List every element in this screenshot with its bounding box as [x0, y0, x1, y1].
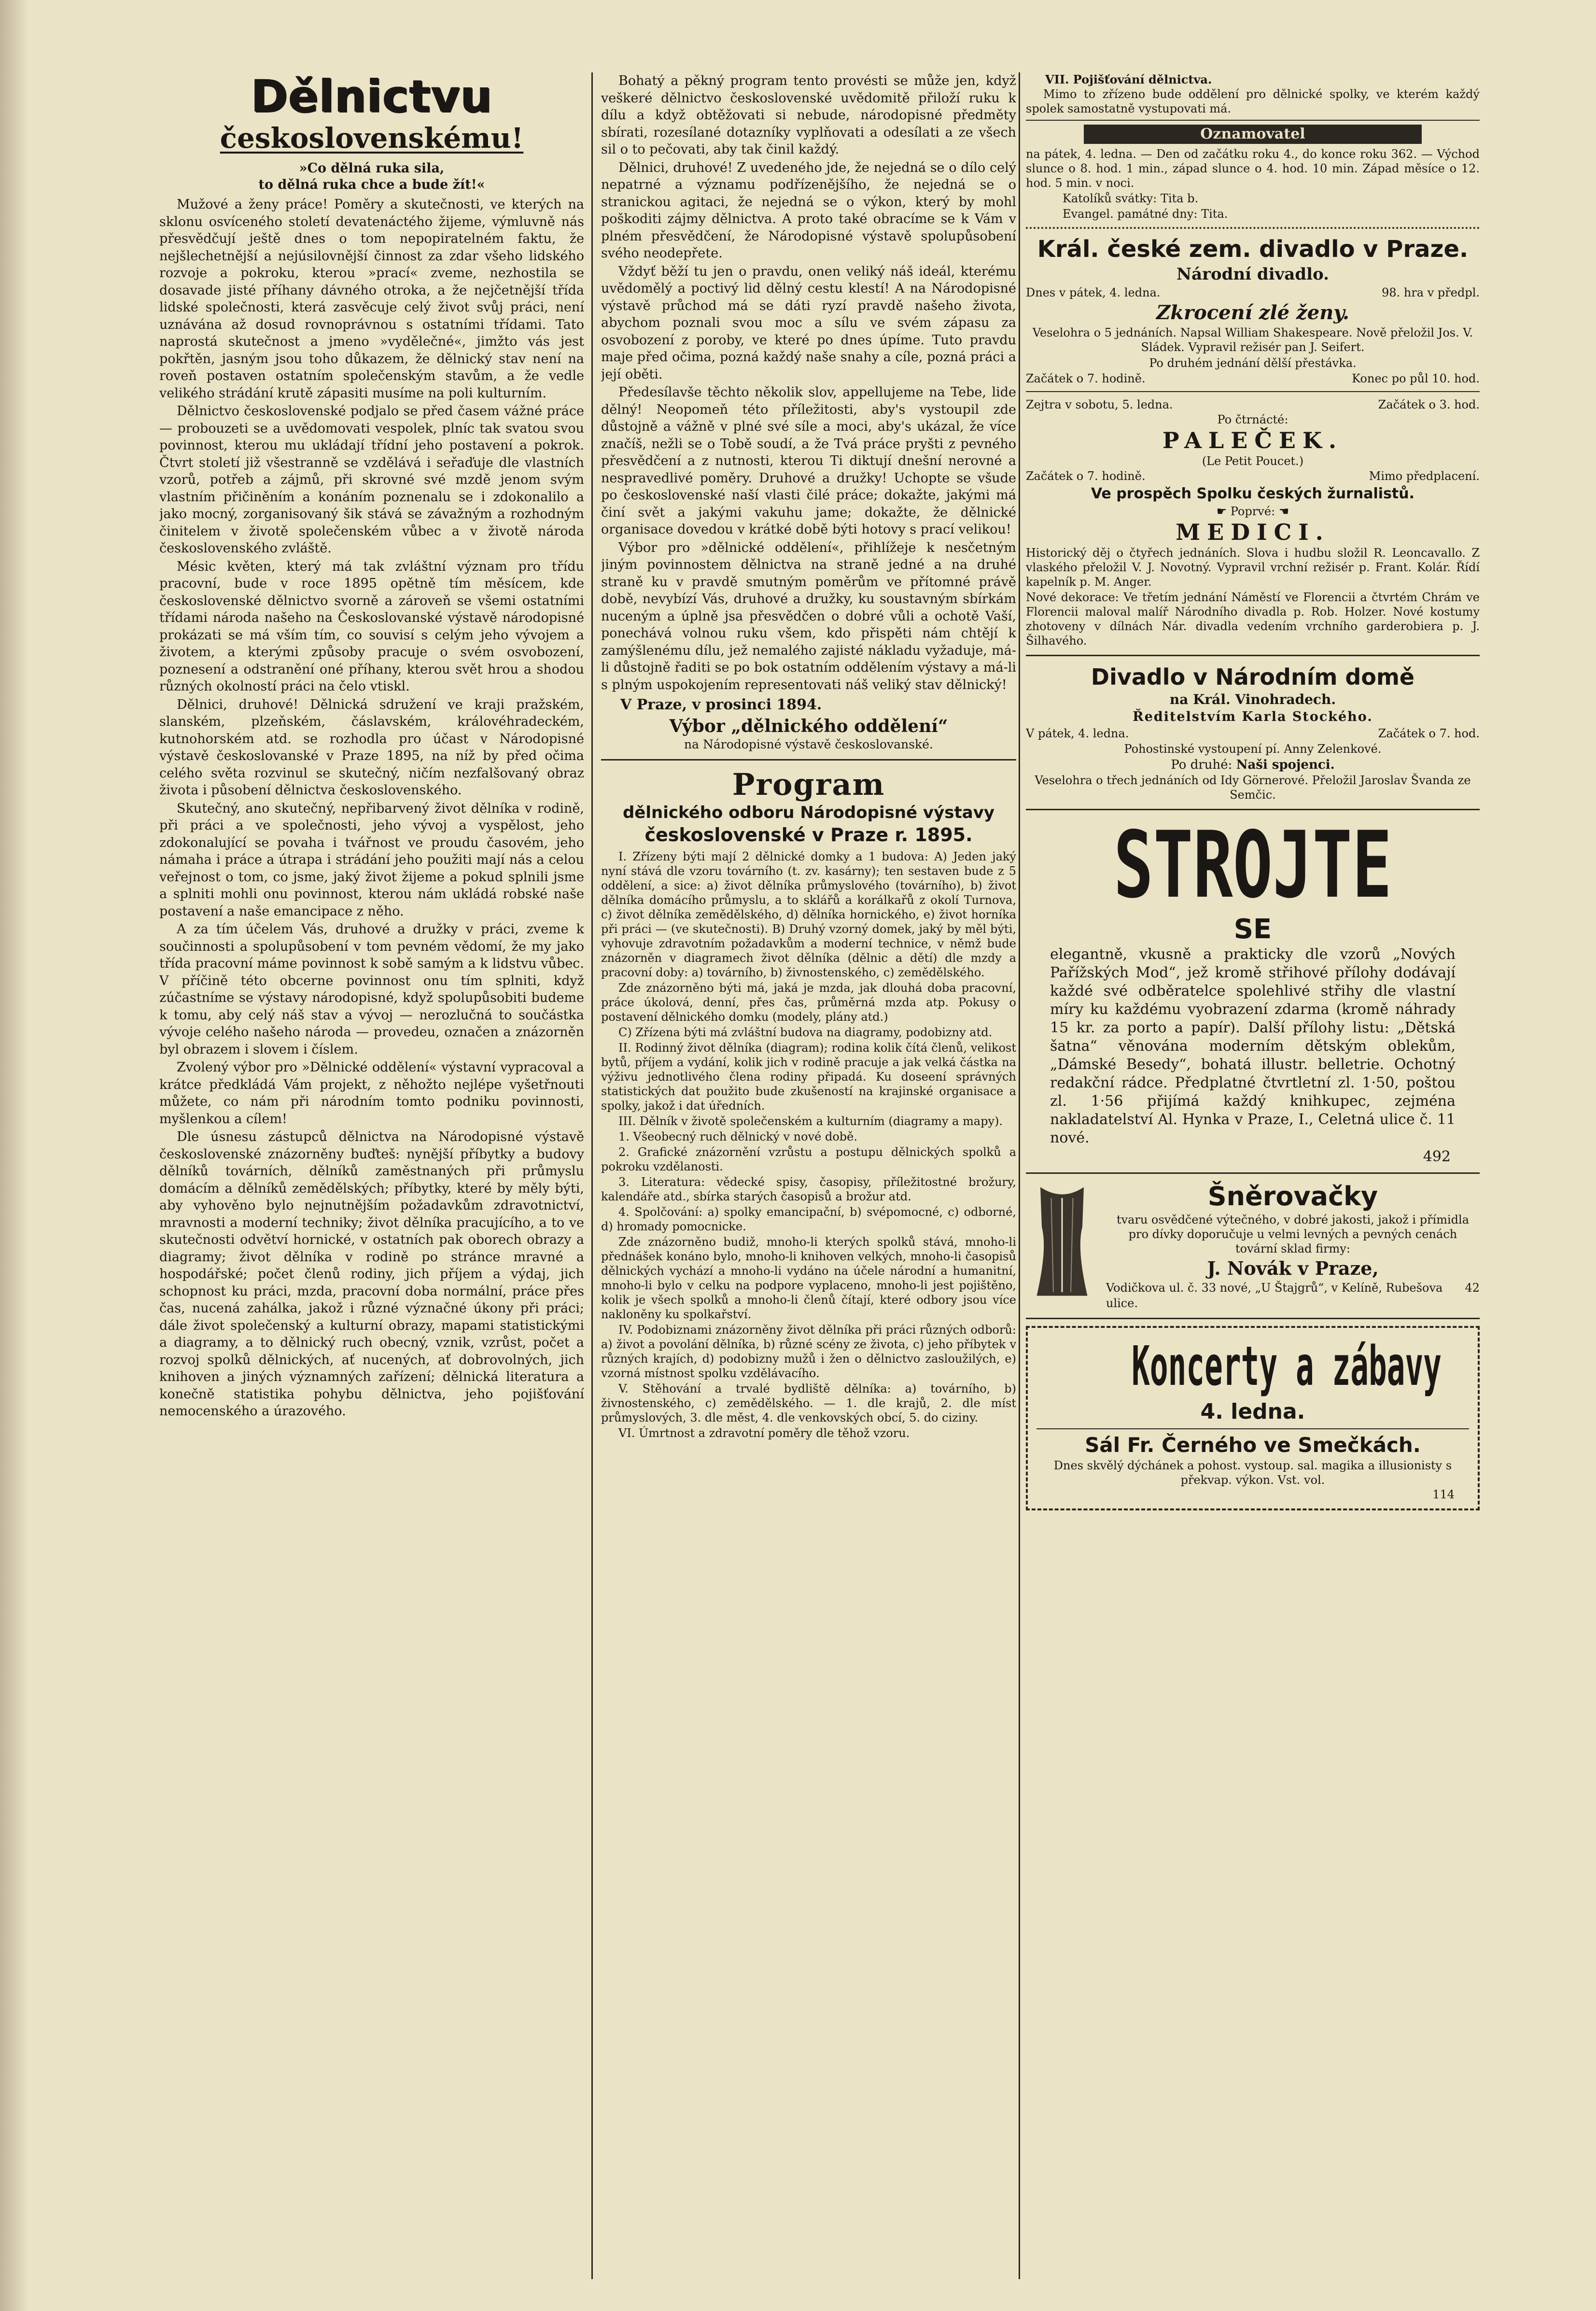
program-item: Zde znázorněno býti má, jaká je mzda, jak dlouhá doba pracovní, práce úkolová, denní, přes čas, průměrná mzda atp. Pokusy o postavení dělnického domku (modely, plány atd.) [601, 981, 1016, 1024]
benefit-line: Ve prospěch Spolku českých žurnalistů. [1091, 485, 1415, 502]
ad-concerts-text: Dnes skvělý dýchánek a pohost. vystoup. sal. magika a illusionisty s překvap. výkon. Vst. vol. [1053, 1459, 1452, 1487]
theatre-day1-date: Dnes v pátek, 4. ledna. [1026, 286, 1161, 299]
announcer-evangelic: Evangel. památné dny: Tita. [1063, 207, 1228, 221]
domov-play [1026, 757, 1480, 773]
article-title: Dělnictvu [251, 72, 493, 122]
paragraph: A za tím účelem Vás, druhové a družky v práci, zveme k součinnosti a spolupůsobení v tom pevném vědomí, že my jako třída pracovní máme povinnost k sobě samým a k lidstvu vůbec. V příčině této obcerne povinnost onu tím splniti, když zúčastníme se výstavy národopisné, když spolupůsobiti budeme k tomu, aby celý náš stav a vývoj — nerozlučná to součástka vývoje celého našeho národa — provedeu, označen a znázorněn byl obrazem i slovem i číslem. [159, 922, 584, 1057]
program-item: C) Zřízena býti má zvláštní budova na diagramy, podobizny atd. [618, 1026, 993, 1039]
paragraph: Bohatý a pěkný program tento provésti se může jen, když veškeré dělnictvo československé uvědomitě přiloží ruku k dílu a když obtěžovati si nebude, národopisné předměty sbírati, rozesílané dotazníky vyplňovati a odesílati a ze všech sil o to pečovati, aby tak činil každý. [601, 73, 1016, 157]
program-item: Zde znázorněno budiž, mnoho-li kterých spolků stává, mnoho-li přednášek konáno bylo, mnoho-li knihoven velkých, mnoho-li časopisů dělnických vychází a mnoho-li vydáno na účele národní a humanitní, mnoho-li bylo v celku na podpore vyplaceno, mnoho-li jest pojištěno, kolik je všech spolků a mnoho-li členů čítají, které odbory jsou více nakloněny ku spolkařství. [601, 1235, 1016, 1321]
hand-pointer-icon: ☛ [1216, 505, 1231, 518]
ad-dress-text: elegantně, vkusně a prakticky dle vzorů „Nových Pařížských Mod“, jež kromě střihové přílohy dodávají každé své odběratelce spolehlivé střihy dle vlastní míry ku každému vyobrazení zdarma (kromě náhrady 15 kr. za porto a papír). Další přílohy listu: „Dětská šatna“ věnována moderním dětským oblekům, „Dámské Besedy“, bohatá illustr. belletrie. Ochotný redakční rádce. Předplatné čtvrtletní zl. 1·50, poštou zl. 1·56 přijímá každý knihkupec, zejména nakladatelství Al. Hynka v Praze, I., Celetná ulice č. 11 nové. [1050, 946, 1456, 1146]
ad-dress-number: 492 [1423, 1148, 1451, 1165]
divider [1036, 1428, 1469, 1429]
program-item: 1. Všeobecný ruch dělnický v nové době. [618, 1130, 857, 1143]
ad-concerts-date: 4. ledna. [1200, 1399, 1305, 1424]
theatre-title: Král. české zem. divadlo v Praze. [1037, 236, 1469, 263]
program-item: VI. Úmrtnost a zdravotní poměry dle těhož vzoru. [618, 1426, 910, 1440]
theatre-day1-subscription: 98. hra v předpl. [1382, 286, 1480, 299]
play3-description: Historický děj o čtyřech jednáních. Slova i hudbu složil R. Leoncavallo. Z vlaského přeložil V. J. Novotný. Vypravil vrchní režisér p. Frant. Kolár. Řídí kapelník p. M. Anger. [1026, 546, 1480, 589]
theatre-day1 [1026, 285, 1480, 300]
ad-dress-se: SE [1233, 914, 1272, 945]
paragraph: Výbor pro »dělnické oddělení«, přihlížeje k nesčetným jiným povinnostem dělnictva na straně jedné a na druhé straně ku v pravdě smutným poměrům ve přítomné právě době, nevybízí Vás, druhové a družky, ku soustavným sbírkám nuceným a úplně jsa přesvědčen o dobré vůli a ochotě Vaší, ponechává volnou ruku všem, kdo přispěti nám chtějí k zamýšlenému dílu, jež nemalého zajisté nákladu vyžaduje, má-li důstojně řaditi se po bok ostatním oddělením výstavy a má-li s plným uspokojením representovati náš veliký stav dělnický! [601, 540, 1016, 692]
column-rule-2 [1019, 72, 1020, 2279]
program-item: III. Dělník v životě společenském a kulturním (diagramy a mapy). [618, 1114, 1003, 1128]
paragraph: Dělnictvo československé podjalo se před časem vážné práce — probouzeti se a uvědomovati vespolek, plníc tak svatou svou povinnost, kterou mu ukládají třídní jeho postavení a pokrok. Čtvrt století již všestranně se vzdělává i seřaďuje dle vlastních vzorů, potřeb a zájmů, při skrovné své mzdě jenom svým vlastním přičiněním a konáním poznenalu se i zdokonalilo a jako mocný, zorganisovaný šik stává se závažným a rozhodným činitelem v životě společenském vůbec a v životě národa československého zvláště. [159, 404, 584, 556]
first-performance [1026, 504, 1480, 519]
paragraph: Vždyť běží tu jen o pravdu, onen veliký náš ideál, kterému uvědomělý a poctivý lid dělný cestu klestí! A na Národopisné výstavě průchod má se dáti ryzí pravdě našeho života, abychom poznali svou moc a sílu ve svém zápasu za osvobození z poroby, ve které po dnes úpíme. Tuto pravdu maje před očima, pozná každý naše snahy a cíle, pozná práci a její oběti. [601, 264, 1016, 382]
play2-times [1026, 468, 1480, 484]
domov-guest: Pohostinské vystoupení pí. Anny Zelenkové. [1124, 742, 1382, 756]
play3-title: MEDICI. [1176, 519, 1330, 545]
column-right [1026, 72, 1480, 1515]
announcer-catholic: Katolíků svátky: Tita b. [1063, 192, 1199, 205]
theatre-subtitle: Národní divadlo. [1176, 265, 1330, 284]
program-item: V. Stěhování a trvalé bydliště dělníka: a) továrního, b) živnostenského, c) zemědělského. — 1. dle krajů, 2. dle míst průmyslových, 3. dle měst, 4. dle venkovských obcí, 5. do ciziny. [601, 1382, 1016, 1424]
committee-signature: Výbor „dělnického oddělení“ [669, 716, 948, 736]
ad-corset-address-row [1106, 1280, 1480, 1311]
program-item: II. Rodinný život dělníka (diagram); rodina kolik čítá členů, velikost bytů, příjem a vydání, kolik jich v rodině pracuje a jak velká částka na výživu jednotlivého člena rodiny připadá. Ku doseení správných statistických dat použito bude zkušeností na krajinské organisace a spolky, jakož i dat úředních. [601, 1041, 1016, 1113]
announcer-title: Oznamovatel [1084, 125, 1422, 144]
play1-title: Zkrocení zlé ženy. [1156, 301, 1349, 324]
divider [1026, 227, 1480, 229]
play1-times [1026, 371, 1480, 386]
program-item-7-text: Mimo to zřízeno bude oddělení pro dělnické spolky, ve kterém každý spolek samostatně vystupovati má. [1026, 87, 1480, 115]
play3-decor: Nové dekorace: Ve třetím jednání Náměstí ve Florencii a čtvrtém Chrám ve Florencii maloval malíř Národního divadla p. Rob. Holzer. Nové kostumy zhotoveny v dílnách Nár. divadla vedením vrchního garderobiera p. J. Šilhavého. [1026, 591, 1480, 648]
ad-corset-firm: J. Novák v Praze, [1207, 1257, 1379, 1279]
ad-concerts [1026, 1326, 1480, 1510]
theatre-day2 [1026, 397, 1480, 412]
program-item: I. Zřízeny býti mají 2 dělnické domky a 1 budova: A) Jeden jaký nyní stává dle vzoru továrního (t. zv. kasárny); ten sestaven bude z 5 oddělení, a sice: a) život dělníka průmyslového (továrního), b) život dělníka domácího průmyslu, a to sklářů a korálkařů z okolí Turnova, c) život dělníka zemědělského, d) dělníka hornického, e) život horníka při práci — (ve skutečnosti). B) Druhý vzorný domek, jaký by měl býti, vyhovuje zdravotním požadavkům a moderní technice, v němž bude znázorněn v diagramech život dělníka (dělnic a dětí) dle mzdy a pracovní doby: a) továrního, b) živnostenského, c) zemědělského. [601, 850, 1016, 979]
paragraph: Skutečný, ano skutečný, nepřibarvený život dělníka v rodině, při práci a ve společnosti, jeho vývoj a vyspělost, jeho zdokonalující se povaha i tvářnost ve proudu časovém, jeho námaha i práce a útrapa i strádání jeho použiti mají nás a celou veřejnost o tom, co jsme, jaký život žijeme a pokud splnili jsme a splniti mohli onu povinnost, kterou nám ukládá robské naše postavení a naše emancipace z něho. [159, 801, 584, 919]
paragraph: Zvolený výbor pro »Dělnické oddělení« výstavní vypracoval a krátce předkládá Vám projekt, z něhožto nejlépe vyšetřnouti můžete, co nám při národním tomto podniku povinnosti, myšlenkou a cílem! [159, 1060, 584, 1127]
column-middle [601, 72, 1016, 1441]
play2-note: Mimo předplacení. [1369, 469, 1480, 483]
domov-title: Divadlo v Národním domě [1091, 664, 1415, 690]
dateline: V Praze, v prosinci 1894. [620, 696, 822, 713]
section-divider [601, 759, 1016, 761]
program-subtitle-1: dělnického odboru Národopisné výstavy [622, 803, 995, 822]
ad-corset-address: Vodičkova ul. č. 33 nové, „U Štajgrů“, v Kelíně, Rubešova ulice. [1106, 1281, 1443, 1310]
program-subtitle-2: československé v Praze r. 1895. [644, 824, 973, 845]
domov-play-desc: Veselohra o třech jednáních od Idy Görnerové. Přeložil Jaroslav Švanda ze Semčic. [1035, 774, 1471, 802]
paragraph: Předesílavše těchto několik slov, appellujeme na Tebe, lide dělný! Neopomeň této příležitosti, aby's vystoupil zde důstojně a vážně v plné své síle a moci, aby's ukázal, že více značíš, nežli se o Tobě soudí, a že Tvá práce pryšti z pevného přesvědčení a z nutnosti, kterou Ti diktují dnešní nerovné a nespravedlivé poměry. Druhové a družky! Uchopte se všude po československé naší vlasti čilé práce; dokažte, jakými má činí svět a jakými vakuhu jame; dokažte, že dělnické organisace dovedou v krátké době býti hotovy s prací velikou! [601, 385, 1016, 537]
play1-end: Konec po půl 10. hod. [1352, 372, 1480, 385]
paragraph: Dle úsnesu zástupců dělnictva na Národopisné výstavě československé znázorněny buďteš: nynější příbytky a budovy dělníků továrních, dělníků zaměstnaných při průmyslu domácím a dělníků zemědělských; příbytky, které by měly býti, aby vyhověno bylo nejnutnějším požadavkům zdravotnictví, mravnosti a moderní techniky; život dělníka pracujícího, a to ve skutečnosti odvětví hornické, v ostatních pak oborech obrazy a diagramy; život dělníka v rodině po stránce mravné a hospodářské; počet členů rodiny, jich příjem a výdaj, jich schopnost ku práci, mzda, pracovní doba normální, práce přes čas, nucená zahálka, jakož i různé význačné úkony při práci; dále život společenský a kulturní obrazy, mapami statistickými a diagramy, a to dělnický ruch obecný, vznik, vzrůst, počet a rozvoj spolků dělnických, ať nucených, ať dobrovolných, jich knihoven a jiných významných zařízení; dělnická literatura a konečně statistika pohybu dělnictva, jeho pojišťování nemocenského a úrazového. [159, 1129, 584, 1419]
hand-pointer-icon: ☚ [1275, 505, 1289, 518]
domov-start: Začátek o 7. hod. [1378, 727, 1480, 740]
program-title: Program [732, 767, 885, 802]
ad-corset-title: Šněrovačky [1207, 1181, 1378, 1212]
column-rule-1 [591, 72, 593, 2279]
corset-illustration [1026, 1184, 1098, 1299]
program-item-7-heading: VII. Pojišťování dělnictva. [1045, 72, 1212, 86]
divider [1026, 1318, 1480, 1319]
play2-subtitle: (Le Petit Poucet.) [1202, 454, 1304, 468]
theatre-day2-start: Začátek o 3. hod. [1378, 398, 1480, 411]
program-item: 4. Spolčování: a) spolky emancipační, b) svépomocné, c) odborné, d) hromady pomocnicke. [601, 1205, 1016, 1233]
divider [1026, 1172, 1480, 1174]
ad-corset [1026, 1181, 1480, 1311]
domov-director: Ředitelstvím Karla Stockého. [1133, 709, 1373, 724]
divider [1026, 655, 1480, 656]
page-edge-shadow [0, 0, 29, 2311]
domov-day [1026, 726, 1480, 741]
domov-play-title: Naši spojenci. [1236, 758, 1335, 772]
afternoon-label: Po čtrnácté: [1217, 413, 1288, 426]
paragraph: Dělnici, druhové! Dělnická sdružení ve kraji pražském, slanském, plzeňském, čáslavském, královéhradeckém, kutnohorském atd. se rozhodla pro účast v Národopisné výstavě českoslovanské v Praze 1895, na níž by před očima celého světa rozvinul se skutečný, ničím nezfalšovaný obraz života i působení dělnictva československého. [159, 697, 584, 798]
program-item: 2. Grafické znázornění vzrůstu a postupu dělnických spolků a pokroku vzdělanosti. [601, 1145, 1016, 1173]
article-subtitle: československému! [220, 122, 524, 155]
announcer-text: na pátek, 4. ledna. — Den od začátku roku 4., do konce roku 362. — Východ slunce o 8. hod. 1 min., západ slunce o 4. hod. 10 min. Západ měsíce o 12. hod. 5 min. v noci. [1026, 147, 1480, 190]
column-left [159, 72, 584, 1421]
play1-start: Začátek o 7. hodině. [1026, 372, 1146, 385]
ad-dress-headline: STROJTE [1113, 812, 1392, 918]
paragraph: Dělnici, druhové! Z uvedeného jde, že nejedná se o dílo celý nepatrné a významu podřízenějšího, že nejedná se o stranickou agitaci, že nejedná se o výkon, který by mohl poškoditi zájmy dělnictva. A proto také obracíme se k Vám v plném přesvědčení, že Národopisné výstavě spolupůsobení svého neodepřete. [601, 160, 1016, 261]
motto-line-1: »Co dělná ruka sila, [299, 161, 445, 176]
play2-title: PALEČEK. [1162, 427, 1343, 453]
committee-subtitle: na Národopisné výstavě českoslovanské. [684, 737, 933, 751]
domov-subtitle: na Král. Vinohradech. [1169, 691, 1336, 707]
ad-corset-text: tvaru osvědčené výtečného, v dobré jakosti, jakož i přímidla pro dívky doporučuje u velmi levných a pevných cenách tovární sklad firmy: [1116, 1213, 1470, 1255]
ad-corset-number: 42 [1465, 1281, 1480, 1295]
paragraph: Mužové a ženy práce! Poměry a skutečnosti, ve kterých na sklonu osvíceného století devatenáctého žijeme, výmluvně nás přesvědčují ještě dnes o tom nepopiratelném faktu, že nejšlechetnější a nejúsilovnější činnost za zdar všeho lidského rozvoje a pokroku, kterou »prací« zveme, nezhostila se dosavade jisté příhany dávného otroka, a že nejčetnější třída lidské společnosti, která zasvěcuje celý život svůj práci, není uznávána až dosud rovnoprávnou s ostatními třídami. Tato naprostá skutečnost a jmeno »vydělečné«, jimžto vás jest pokřtěn, jasným jsou toho důkazem, že dělnický stav není na roveň postaven ostatním společenským stavům, a že vedle velikého strádání krutě zápasiti musíme na poli kulturním. [159, 197, 584, 401]
divider [1026, 391, 1480, 392]
motto-line-2: to dělná ruka chce a bude žít!« [258, 177, 485, 192]
program-item: IV. Podobiznami znázorněny život dělníka při práci různých odborů: a) život a povolání dělníka, b) různé scény ze života, c) jeho příbytek v různých krajích, d) podobizny mužů i žen o dělnictvo zasloužilých, e) vzorná místnost spolku vzdělávacího. [601, 1323, 1016, 1380]
program-item: 3. Literatura: vědecké spisy, časopisy, příležitostné brožury, kalendáře atd., sbírka starých časopisů a brožur atd. [601, 1175, 1016, 1203]
domov-date: V pátek, 4. ledna. [1026, 727, 1129, 740]
play2-start: Začátek o 7. hodině. [1026, 469, 1146, 483]
domov-play-intro: Po druhé: [1171, 758, 1232, 772]
divider [1026, 120, 1480, 121]
ad-concerts-headline: Koncerty a zábavy [1132, 1335, 1442, 1398]
paragraph: Mésic květen, který má tak zvláštní význam pro třídu pracovní, bude v roce 1895 opětně tím měsícem, kde československé dělnictvo svorně a zároveň se všemi ostatními třídami národa našeho na Českoslovanské výstavě národopisné prokázati se má vším tím, co souvisí s celým jeho vývojem a životem, a kterými způsoby pracuje o svém osvobození, poznesení a odstranění oné příhany, kterou svět hrou a shodou různých okolností práci na čelo vtiskl. [159, 559, 584, 694]
play1-description: Veselohra o 5 jednáních. Napsal William Shakespeare. Nově přeložil Jos. V. Sládek. Vypravil režisér pan J. Seifert. [1032, 326, 1473, 354]
ad-concerts-number: 114 [1432, 1488, 1455, 1501]
first-label: Poprvé: [1230, 505, 1275, 518]
divider [1026, 809, 1480, 810]
play1-note: Po druhém jednání dělší přestávka. [1149, 356, 1357, 370]
theatre-day2-date: Zejtra v sobotu, 5. ledna. [1026, 398, 1173, 411]
ad-concerts-venue: Sál Fr. Černého ve Smečkách. [1085, 1433, 1421, 1457]
